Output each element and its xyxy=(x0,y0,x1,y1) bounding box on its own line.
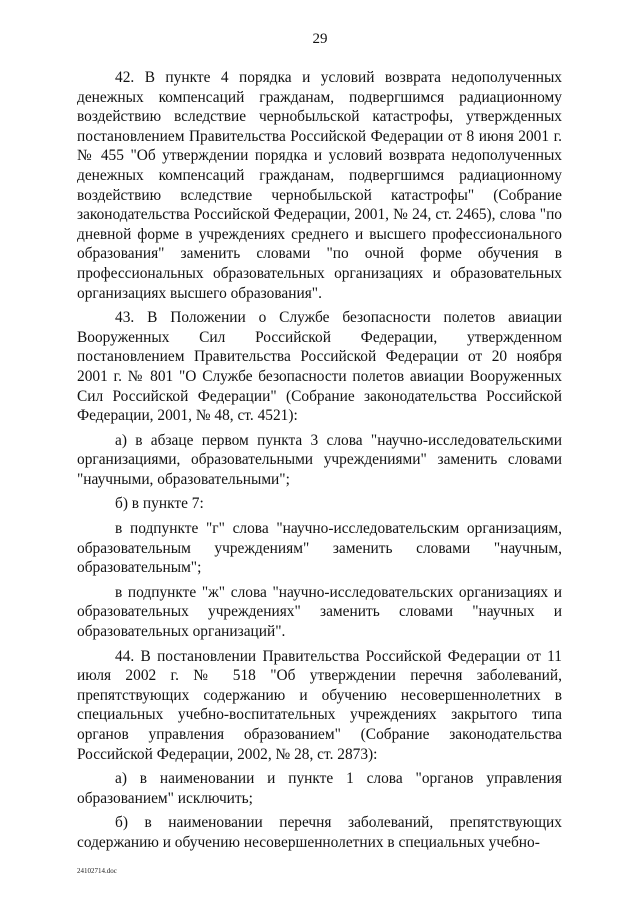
footer-filename: 24102714.doc xyxy=(77,867,117,875)
paragraph-43-a: а) в абзаце первом пункта 3 слова "научно-исследовательскими организациями, образовательными учреждениями" заменить словами "научными, образовательными"; xyxy=(77,431,562,488)
paragraph-44-a: а) в наименовании и пункте 1 слова "органов управления образованием" исключить; xyxy=(77,770,562,807)
document-body xyxy=(77,68,562,858)
paragraph-43: 43. В Положении о Службе безопасности полетов авиации Вооруженных Сил Российской Федерации, утвержденном постановлением Правительства Российской Федерации от 20 ноября 2001 г. № 801 "О Службе безопасности полетов авиации Вооруженных Сил Российской Федерации" (Собрание законодательства Российской Федерации, 2001, № 48, ст. 4521): xyxy=(77,309,562,425)
page-number: 29 xyxy=(312,31,328,47)
paragraph-42: 42. В пункте 4 порядка и условий возврата недополученных денежных компенсаций гражданам, подвергшимся радиационному воздействию вследствие чернобыльской катастрофы, утвержденных постановлением Правительства Российской Федерации от 8 июня 2001 г. № 455 "Об утверждении порядка и условий возврата недополученных денежных компенсаций гражданам, подвергшимся радиационному воздействию вследствие чернобыльской катастрофы" (Собрание законодательства Российской Федерации, 2001, № 24, ст. 2465), слова "по дневной форме в учреждениях среднего и высшего профессионального образования" заменить словами "по очной форме обучения в профессиональных образовательных организациях и образовательных организациях высшего образования". xyxy=(77,69,562,302)
paragraph-43-b: б) в пункте 7: xyxy=(115,495,204,513)
paragraph-43-b-g: в подпункте "г" слова "научно-исследовательским организациям, образовательным учреждениям" заменить словами "научным, образовательным"; xyxy=(77,520,562,577)
paragraph-44: 44. В постановлении Правительства Российской Федерации от 11 июля 2002 г. № 518 "Об утверждении перечня заболеваний, препятствующих содержанию и обучению несовершеннолетних в специальных учебно-воспитательных учреждениях закрытого типа органов управления образованием" (Собрание законодательства Российской Федерации, 2002, № 28, ст. 2873): xyxy=(77,647,562,763)
paragraph-43-b-zh: в подпункте "ж" слова "научно-исследовательских организациях и образовательных учреждениях" заменить словами "научных и образовательных организаций". xyxy=(77,583,562,641)
paragraph-44-b: б) в наименовании перечня заболеваний, препятствующих содержанию и обучению несовершеннолетних в специальных учебно- xyxy=(77,814,562,851)
